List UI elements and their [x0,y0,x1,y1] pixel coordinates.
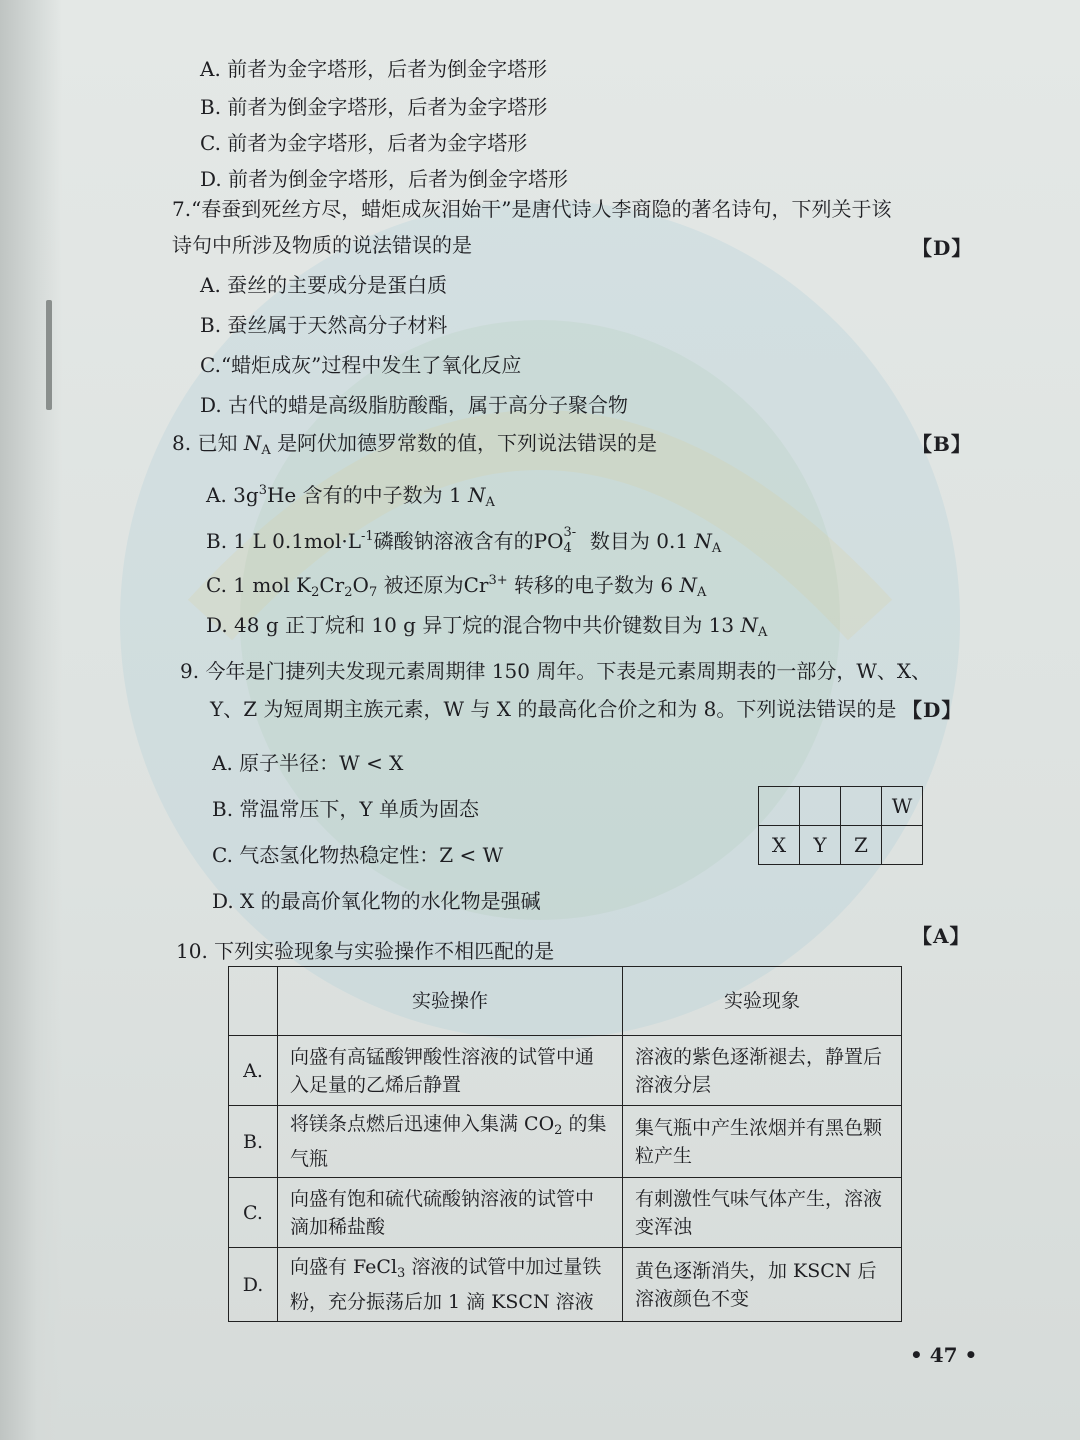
periodic-cell-empty [882,826,923,865]
q6-option-d: D. 前者为倒金字塔形，后者为倒金字塔形 [200,167,569,191]
q7-option-c: C.“蜡炬成灰”过程中发生了氧化反应 [200,353,522,377]
row-label: A. [229,1036,278,1106]
row-operation: 将镁条点燃后迅速伸入集满 $CO_2$ 的集气瓶 [278,1106,623,1178]
periodic-table-fragment [758,786,964,865]
table-row [229,1106,902,1178]
row-label: C. [229,1178,278,1248]
row-phenomenon: 黄色逐渐消失，加 KSCN 后溶液颜色不变 [623,1248,902,1322]
row-label: D. [229,1248,278,1322]
book-gutter-shadow [0,0,62,1440]
q7-stem-line2: 诗句中所涉及物质的说法错误的是 [172,233,472,257]
header-phenomenon: 实验现象 [623,967,902,1036]
q8-option-d: D. 48 g 正丁烷和 10 g 异丁烷的混合物中共价键数目为 13 $N_A$ [206,613,768,640]
table-row [229,1248,902,1322]
q9-stem-line2: Y、Z 为短周期主族元素，W 与 X 的最高化合价之和为 8。下列说法错误的是 [210,697,897,721]
periodic-cell-empty [841,787,882,826]
row-operation: 向盛有 FeCl$_3$ 溶液的试管中加过量铁粉，充分振荡后加 1 滴 KSCN 溶液 [278,1248,623,1322]
q8-stem: 8. 已知 $N_A$ 是阿伏加德罗常数的值，下列说法错误的是 [172,431,658,458]
periodic-cell-empty [759,787,800,826]
row-phenomenon: 有刺激性气味气体产生，溶液变浑浊 [623,1178,902,1248]
q8-option-b: B. 1 L $0.1mol\cdot L^{-1}$磷酸钠溶液含有的PO 3- 4 数目为 0.1 $N_A$ [206,525,722,556]
periodic-cell-w: W [882,787,923,826]
q6-option-c: C. 前者为金字塔形，后者为金字塔形 [200,131,528,155]
table-row [229,1178,902,1248]
q7-option-a: A. 蚕丝的主要成分是蛋白质 [200,273,448,297]
table-header-row [229,967,902,1036]
periodic-cell-z: Z [841,826,882,865]
q9-answer: 【D】 [902,698,963,722]
q7-stem-line1: 7.“春蚕到死丝方尽，蜡炬成灰泪始干”是唐代诗人李商隐的著名诗句，下列关于该 [172,197,892,221]
row-phenomenon: 集气瓶中产生浓烟并有黑色颗粒产生 [623,1106,902,1178]
row-label: B. [229,1106,278,1178]
experiment-table [228,966,902,1322]
q10-answer: 【A】 [912,924,971,948]
periodic-cell-x: X [759,826,800,865]
q8-answer: 【B】 [912,432,972,456]
q8-option-a: A. $3g^3He$ 含有的中子数为 1 $N_A$ [206,483,495,510]
q8-option-c: C. 1 mol $K_2Cr_2O_7$ 被还原为$Cr^{3+}$ 转移的电子数为 6 $N_A$ [206,573,707,600]
periodic-cell-blank [923,826,964,865]
q6-option-a: A. 前者为金字塔形，后者为倒金字塔形 [200,57,548,81]
q9-option-a: A. 原子半径：W < X [212,751,404,775]
header-operation: 实验操作 [278,967,623,1036]
periodic-cell-y: Y [800,826,841,865]
row-operation: 向盛有高锰酸钾酸性溶液的试管中通入足量的乙烯后静置 [278,1036,623,1106]
q10-stem: 10. 下列实验现象与实验操作不相匹配的是 [176,939,555,963]
table-row [229,1036,902,1106]
binding-mark [46,300,52,410]
q6-option-b: B. 前者为倒金字塔形，后者为金字塔形 [200,95,548,119]
q9-option-c: C. 气态氢化物热稳定性：Z < W [212,843,504,867]
q9-option-d: D. X 的最高价氧化物的水化物是强碱 [212,889,541,913]
periodic-cell-blank [923,787,964,826]
q7-answer: 【D】 [912,236,973,260]
q7-option-b: B. 蚕丝属于天然高分子材料 [200,313,448,337]
row-operation: 向盛有饱和硫代硫酸钠溶液的试管中滴加稀盐酸 [278,1178,623,1248]
q7-option-d: D. 古代的蜡是高级脂肪酸酯，属于高分子聚合物 [200,393,629,417]
q9-stem-line1: 9. 今年是门捷列夫发现元素周期律 150 周年。下表是元素周期表的一部分，W、X、 [180,659,932,683]
periodic-cell-empty [800,787,841,826]
row-phenomenon: 溶液的紫色逐渐褪去，静置后溶液分层 [623,1036,902,1106]
page-number: • 47 • [910,1343,978,1367]
q9-option-b: B. 常温常压下，Y 单质为固态 [212,797,479,821]
header-label-cell [229,967,278,1036]
